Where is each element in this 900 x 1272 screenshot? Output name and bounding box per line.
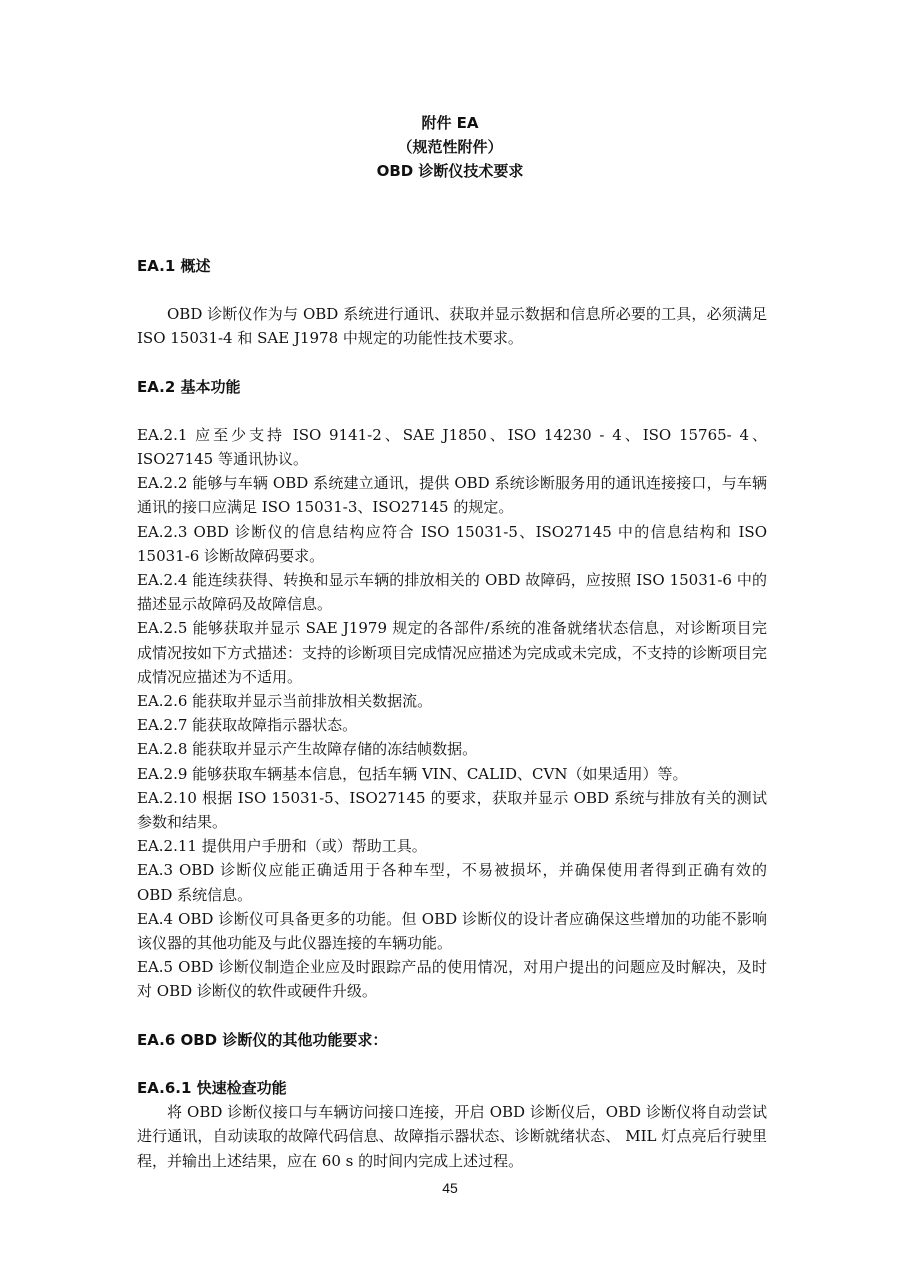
- clause-ea2-4: EA.2.4 能连续获得、转换和显示车辆的排放相关的 OBD 故障码，应按照 ISO 15031-6 中的描述显示故障码及故障信息。: [137, 571, 767, 614]
- clause-ea2-8: EA.2.8 能获取并显示产生故障存储的冻结帧数据。: [137, 740, 478, 759]
- annex-title: OBD 诊断仪技术要求: [376, 162, 524, 180]
- document-body: [137, 254, 767, 1173]
- clause-ea2-7: EA.2.7 能获取故障指示器状态。: [137, 716, 358, 735]
- paragraph-ea1: OBD 诊断仪作为与 OBD 系统进行通讯、获取并显示数据和信息所必要的工具，必须满足 ISO 15031-4 和 SAE J1978 中规定的功能性技术要求。: [137, 305, 767, 348]
- clause-ea2-11: EA.2.11 提供用户手册和（或）帮助工具。: [137, 837, 427, 856]
- section-heading-ea1: EA.1 概述: [137, 257, 211, 275]
- subsection-heading-ea6-1: EA.6.1 快速检查功能: [137, 1078, 287, 1097]
- clause-ea4: EA.4 OBD 诊断仪可具备更多的功能。但 OBD 诊断仪的设计者应确保这些增加的功能不影响该仪器的其他功能及与此仪器连接的车辆功能。: [137, 909, 767, 953]
- annex-label: 附件 EA: [421, 114, 479, 132]
- clause-ea2-1: EA.2.1 应至少支持 ISO 9141-2、SAE J1850、ISO 14230 - 4、ISO 15765- 4、ISO27145 等通讯协议。: [137, 425, 767, 469]
- clause-ea2-3: EA.2.3 OBD 诊断仪的信息结构应符合 ISO 15031-5、ISO27145 中的信息结构和 ISO 15031-6 诊断故障码要求。: [137, 522, 767, 565]
- annex-header: [0, 111, 900, 183]
- annex-type: （规范性附件）: [397, 138, 503, 156]
- section-heading-ea2: EA.2 基本功能: [137, 377, 241, 396]
- page-number: 45: [442, 1180, 458, 1196]
- section-heading-ea6: EA.6 OBD 诊断仪的其他功能要求：: [137, 1030, 388, 1049]
- clause-ea2-2: EA.2.2 能够与车辆 OBD 系统建立通讯，提供 OBD 系统诊断服务用的通讯连接接口，与车辆通讯的接口应满足 ISO 15031-3、ISO27145 的规定。: [137, 474, 767, 517]
- clause-ea2-9: EA.2.9 能够获取车辆基本信息，包括车辆 VIN、CALID、CVN（如果适用）等。: [137, 764, 688, 783]
- paragraph-ea6-1: 将 OBD 诊断仪接口与车辆访问接口连接，开启 OBD 诊断仪后，OBD 诊断仪将自动尝试进行通讯，自动读取的故障代码信息、故障指示器状态、诊断就绪状态、 MIL 灯点亮后行驶里程，并输出上述结果，应在 60 s 的时间内完成上述过程。: [137, 1103, 767, 1170]
- clause-ea5: EA.5 OBD 诊断仪制造企业应及时跟踪产品的使用情况，对用户提出的问题应及时解决，及时对 OBD 诊断仪的软件或硬件升级。: [137, 958, 767, 1001]
- clause-ea3: EA.3 OBD 诊断仪应能正确适用于各种车型，不易被损坏，并确保使用者得到正确有效的 OBD 系统信息。: [137, 861, 767, 904]
- clause-ea2-10: EA.2.10 根据 ISO 15031-5、ISO27145 的要求，获取并显示 OBD 系统与排放有关的测试参数和结果。: [137, 788, 767, 832]
- clause-ea2-6: EA.2.6 能获取并显示当前排放相关数据流。: [137, 692, 433, 711]
- clause-ea2-5: EA.2.5 能够获取并显示 SAE J1979 规定的各部件/系统的准备就绪状态信息，对诊断项目完成情况按如下方式描述：支持的诊断项目完成情况应描述为完成或未完成，不支持的诊断项目完成情况应描述为不适用。: [137, 619, 768, 686]
